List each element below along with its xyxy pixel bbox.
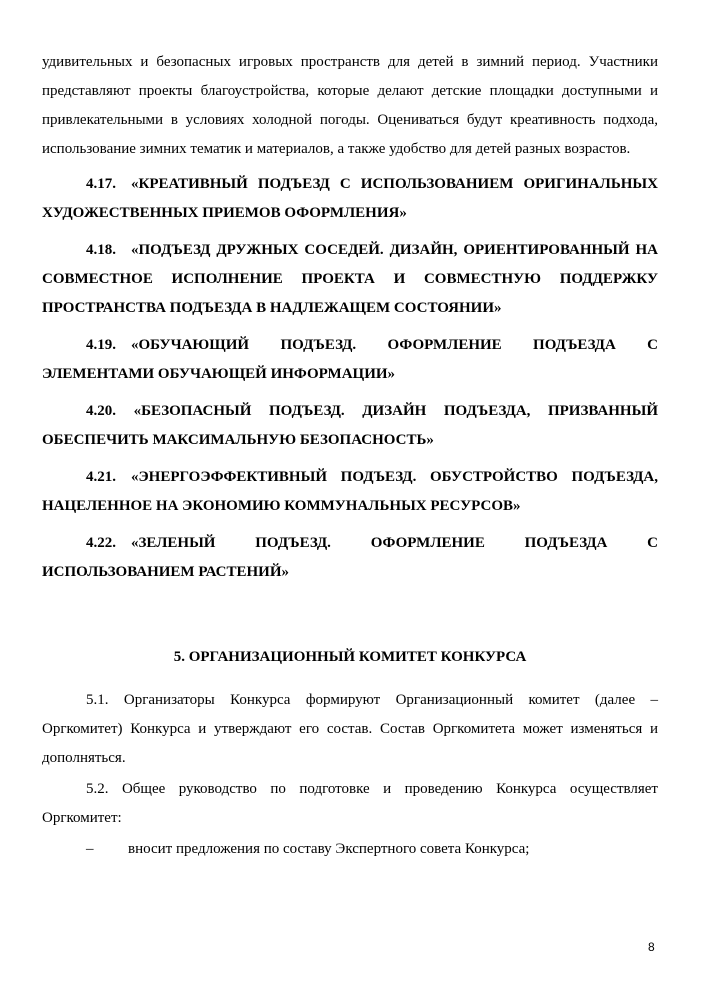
nomination-4-21: 4.21. «ЭНЕРГОЭФФЕКТИВНЫЙ ПОДЪЕЗД. ОБУСТРОЙСТВО ПОДЪЕЗДА, НАЦЕЛЕННОЕ НА ЭКОНОМИЮ КОММУНАЛЬНЫХ РЕСУРСОВ» xyxy=(42,469,658,514)
nomination-4-17: 4.17. «КРЕАТИВНЫЙ ПОДЪЕЗД С ИСПОЛЬЗОВАНИЕМ ОРИГИНАЛЬНЫХ ХУДОЖЕСТВЕННЫХ ПРИЕМОВ ОФОРМЛЕНИЯ» xyxy=(42,176,658,221)
nomination-4-19: 4.19. «ОБУЧАЮЩИЙ ПОДЪЕЗД. ОФОРМЛЕНИЕ ПОДЪЕЗДА С ЭЛЕМЕНТАМИ ОБУЧАЮЩЕЙ ИНФОРМАЦИИ» xyxy=(42,337,658,382)
nomination-4-22: 4.22. «ЗЕЛЕНЫЙ ПОДЪЕЗД. ОФОРМЛЕНИЕ ПОДЪЕЗДА С ИСПОЛЬЗОВАНИЕМ РАСТЕНИЙ» xyxy=(42,535,658,580)
list-item xyxy=(42,835,658,864)
nomination-4-20: 4.20. «БЕЗОПАСНЫЙ ПОДЪЕЗД. ДИЗАЙН ПОДЪЕЗДА, ПРИЗВАННЫЙ ОБЕСПЕЧИТЬ МАКСИМАЛЬНУЮ БЕЗОПАСНОСТЬ» xyxy=(42,403,658,448)
paragraph-5-2: 5.2. Общее руководство по подготовке и проведению Конкурса осуществляет Оргкомитет: xyxy=(42,781,658,826)
section-title: 5. ОРГАНИЗАЦИОННЫЙ КОМИТЕТ КОНКУРСА xyxy=(173,649,527,665)
nomination-4-18: 4.18. «ПОДЪЕЗД ДРУЖНЫХ СОСЕДЕЙ. ДИЗАЙН, ОРИЕНТИРОВАННЫЙ НА СОВМЕСТНОЕ ИСПОЛНЕНИЕ ПРОЕКТА И СОВМЕСТНУЮ ПОДДЕРЖКУ ПРОСТРАНСТВА ПОДЪЕЗДА В НАДЛЕЖАЩЕМ СОСТОЯНИИ» xyxy=(42,242,658,316)
document-page xyxy=(42,48,658,864)
dash-marker: – xyxy=(86,841,94,857)
intro-paragraph: удивительных и безопасных игровых пространств для детей в зимний период. Участники представляют проекты благоустройства, которые делают детские площадки доступными и привлекательными в условиях холодной погоды. Оцениваться будут креативность подхода, использование зимних тематик и материалов, а также удобство для детей разных возрастов. xyxy=(42,54,658,157)
list-item-text: вносит предложения по составу Экспертного совета Конкурса; xyxy=(128,841,530,857)
paragraph-5-1: 5.1. Организаторы Конкурса формируют Организационный комитет (далее – Оргкомитет) Конкурса и утверждают его состав. Состав Оргкомитета может изменяться и дополняться. xyxy=(42,692,658,766)
page-number: 8 xyxy=(648,940,655,954)
